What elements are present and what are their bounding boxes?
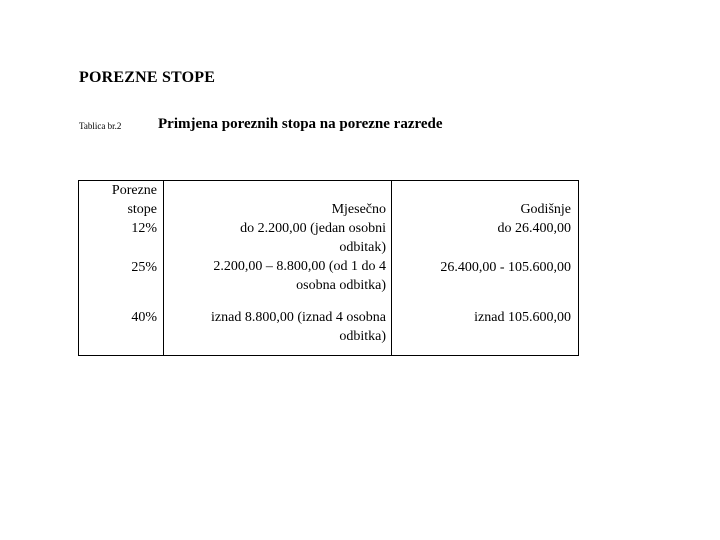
monthly-cell: [211, 308, 386, 346]
header-rates-line: Porezne: [111, 183, 157, 198]
table-subtitle: Primjena poreznih stopa na porezne razrede: [158, 116, 443, 132]
annual-cell: do 26.400,00: [497, 221, 571, 236]
annual-column-top: [498, 200, 572, 238]
monthly-cell-line: do 2.200,00 (jedan osobni: [240, 221, 386, 236]
page-title: POREZNE STOPE: [79, 69, 216, 86]
tax-rates-table: [78, 180, 579, 356]
monthly-cell-line: odbitka): [339, 329, 386, 344]
monthly-cell-line: 2.200,00 – 8.800,00 (od 1 do 4: [213, 259, 386, 274]
rate-cell: 12%: [131, 221, 157, 236]
header-rates: [112, 181, 157, 238]
annual-cell: iznad 105.600,00: [474, 310, 571, 325]
monthly-cell-line: odbitak): [339, 240, 386, 255]
rate-cell: 25%: [131, 260, 157, 275]
annual-cell: 26.400,00 - 105.600,00: [440, 260, 571, 275]
header-monthly: Mjesečno: [331, 202, 386, 217]
column-divider: [391, 181, 392, 355]
rate-cell: 40%: [131, 310, 157, 325]
table-label: Tablica br.2: [79, 121, 122, 131]
header-annual: Godišnje: [520, 202, 571, 217]
monthly-cell-line: iznad 8.800,00 (iznad 4 osobna: [211, 310, 386, 325]
column-divider: [163, 181, 164, 355]
monthly-cell-line: osobna odbitka): [296, 278, 386, 293]
monthly-column-top: [213, 200, 386, 295]
header-rates-line: stope: [127, 202, 157, 217]
